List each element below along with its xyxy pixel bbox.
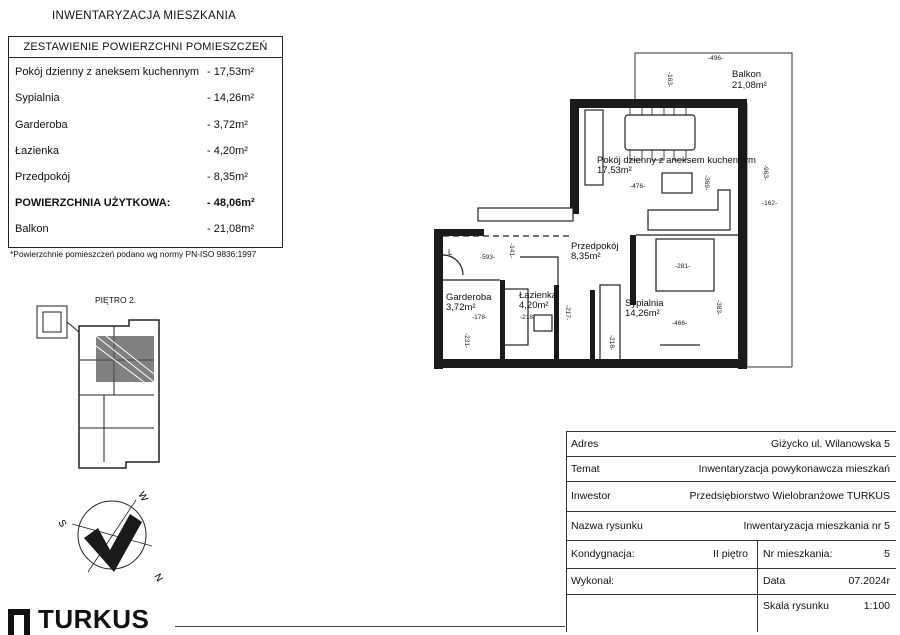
dim-bedroom-closet: -218- [608,335,615,351]
area-row-value: - 21,08m² [207,223,255,235]
area-row-name: Balkon [15,223,49,235]
info-label: Skala rysunku [763,600,829,612]
dim-balcony-length: -963- [762,165,769,181]
hall-name: Przedpokój [571,241,619,252]
dim-balcony-side: -162- [762,200,778,207]
dim-bathroom-width: -218- [520,314,536,321]
dim-bathroom-depth: -217- [564,305,571,321]
info-label: Nr mieszkania: [763,548,833,560]
dining-table [625,115,695,150]
info-value: Inwentaryzacja mieszkania nr 5 [743,520,890,532]
info-row-adres [567,432,896,457]
floor-plan [430,45,810,375]
door-swing [443,255,463,275]
title-block [566,431,896,632]
wardrobe-l-mark: L [448,248,453,257]
bedroom-area: 14,26m² [625,308,660,319]
info-label: Adres [571,438,599,450]
area-table-header: ZESTAWIENIE POWIERZCHNI POMIESZCZEŃ [9,37,282,58]
balcony-area: 21,08m² [732,80,767,91]
area-row-value: - 14,26m² [207,92,255,104]
info-label: Data [763,575,786,587]
area-row-name: Przedpokój [15,171,71,183]
compass [50,480,170,590]
dim-hall-width: -593- [480,254,496,261]
area-row-living [9,63,282,81]
chairs [630,105,686,160]
area-row-value: - 3,72m² [207,119,248,131]
area-row-value: - 17,53m² [207,66,255,78]
compass-n-label: N [151,572,165,584]
area-row-name: Garderoba [15,119,68,131]
area-row-bathroom [9,142,282,160]
info-value: 1:100 [863,600,890,612]
info-row-kondygnacja [567,541,896,569]
living-area: 17,53m² [597,165,632,176]
bathroom-wall [520,257,558,285]
compass-axis [72,524,152,546]
area-row-total [9,194,282,212]
key-plan [34,300,164,470]
area-row-hall [9,168,282,186]
area-row-value: - 48,06m² [207,197,255,209]
dim-bed: -281- [675,263,691,270]
bedroom-name: Sypialnia [625,298,664,309]
area-row-name: Pokój dzienny z aneksem kuchennym [15,66,200,78]
info-row-inwestor [567,482,896,512]
compass-w-label: W [135,490,150,504]
bathroom-area: 4,20m² [519,300,549,311]
wardrobe-name: Garderoba [446,292,492,303]
coffee-table [662,173,692,193]
area-row-name: Sypialnia [15,92,60,104]
dim-balcony-depth: -163- [666,72,673,88]
bathroom-name: Łazienka [519,290,558,301]
area-row-name: POWIERZCHNIA UŻYTKOWA: [15,197,171,209]
dim-bedroom-depth: -383- [715,300,722,316]
dim-balcony-width: -496- [708,55,724,62]
key-plan-label: PIĘTRO 2. [95,295,137,305]
info-value: Przedsiębiorstwo Wielobranżowe TURKUS [689,490,890,502]
area-row-name: Łazienka [15,145,60,157]
living-name: Pokój dzienny z aneksem kuchennym [597,155,756,166]
dim-hall-depth: -141- [508,243,515,259]
key-plan-stair-inner [43,312,61,332]
info-label: Temat [571,463,600,475]
washbasin [534,315,552,331]
info-label: Kondygnacja: [571,548,635,560]
info-label: Nazwa rysunku [571,520,643,532]
area-summary-table [8,36,283,248]
info-divider [757,541,758,632]
compass-s-label: S [55,518,69,530]
info-value: 07.2024r [848,575,890,587]
area-row-bedroom [9,89,282,107]
area-row-wardrobe [9,116,282,134]
page-title: INWENTARYZACJA MIESZKANIA [52,10,237,22]
info-label: Inwestor [571,490,611,502]
dim-wardrobe-depth: -231- [463,333,470,349]
info-value: Giżycko ul. Wilanowska 5 [770,438,890,450]
dim-wardrobe-width: -178- [472,314,488,321]
kitchen-counter [478,208,573,221]
info-row-temat [567,457,896,482]
dim-bedroom-width: -466- [672,320,688,327]
key-plan-link [67,322,79,332]
hall-area: 8,35m² [571,251,601,262]
info-value: 5 [884,548,890,560]
info-value: II piętro [713,548,749,560]
area-row-balcony [9,220,282,238]
info-row-nazwa [567,512,896,541]
balcony-name: Balkon [732,69,762,80]
key-plan-stair [37,306,67,338]
info-label: Wykonał: [571,575,615,587]
logo-mark-icon [8,609,30,635]
exterior-walls [434,99,747,369]
area-row-value: - 8,35m² [207,171,248,183]
dim-living-depth: -369- [703,175,710,191]
dim-living-width: -476- [630,183,646,190]
logo-text: TURKUS [38,604,150,634]
info-row-wykonal [567,569,896,595]
info-value: Inwentaryzacja powykonawcza mieszkań [698,463,890,475]
area-note: *Powierzchnie pomieszczeń podano wg normy PN-ISO 9836:1997 [10,249,257,259]
wardrobe-area: 3,72m² [446,302,476,313]
area-row-value: - 4,20m² [207,145,248,157]
sofa [648,190,730,230]
footer-rule [175,626,565,627]
